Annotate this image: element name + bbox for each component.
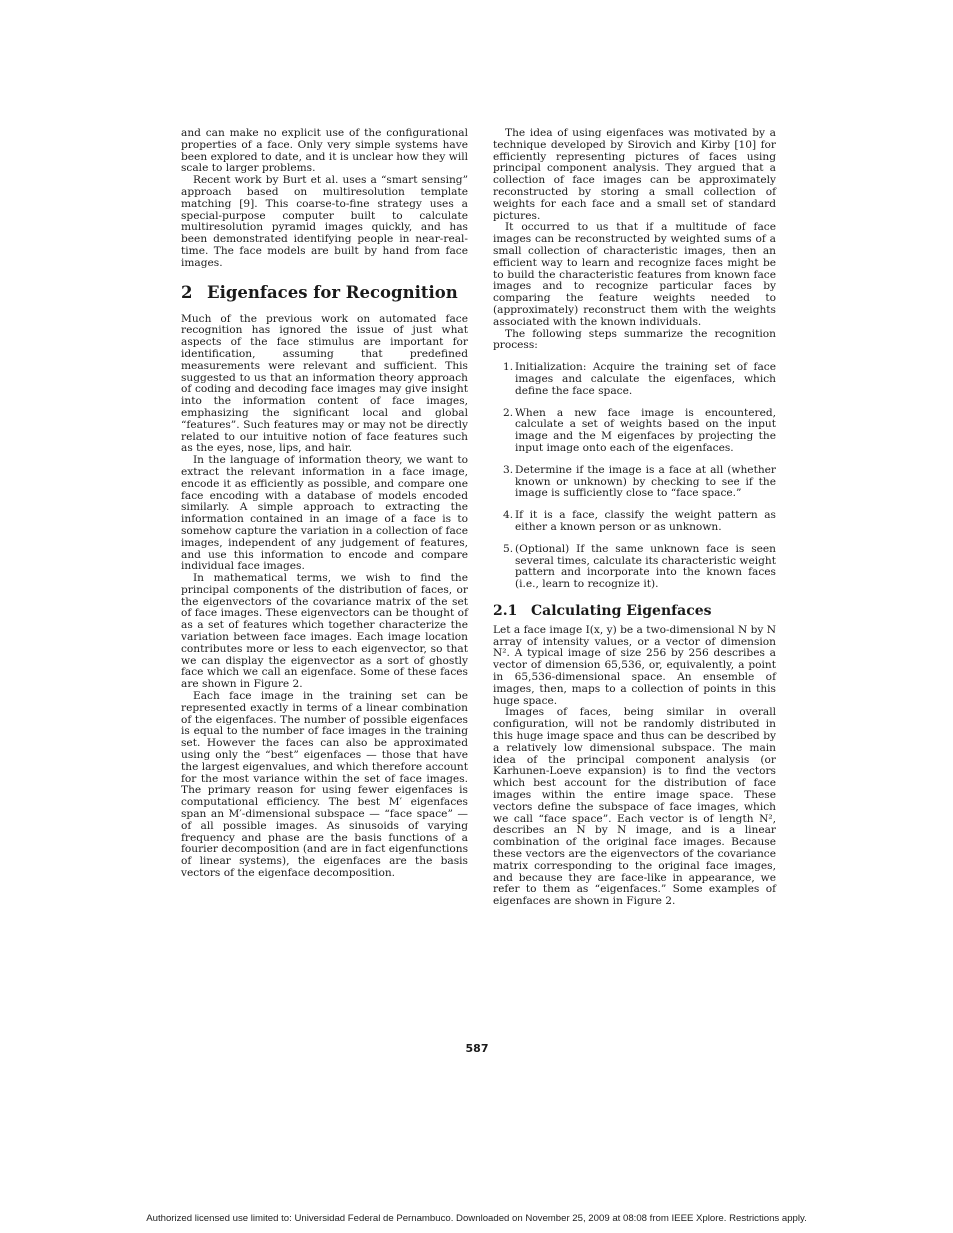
list-item-text: If it is a face, classify the weight pattern as either a known person or as unknown. xyxy=(515,509,776,533)
list-item xyxy=(493,362,776,397)
recognition-steps-list xyxy=(493,362,776,591)
left-column xyxy=(181,128,468,880)
list-item-number: 4. xyxy=(503,509,514,522)
paragraph: Recent work by Burt et al. uses a “smart sensing” approach based on multiresolution template matching [9]. This coarse-to-fine strategy uses a special-purpose computer built to calculate multiresolution pyramid images quickly, and has been demonstrated identifying people in near-real-time. The face models are built by hand from face images. xyxy=(181,174,468,269)
paragraph: The idea of using eigenfaces was motivated by a technique developed by Sirovich and Kirby [10] for efficiently representing pictures of faces using principal component analysis. They argued that a collection of face images can be approximately reconstructed by storing a small collection of weights for each face and a small set of standard pictures. xyxy=(493,127,776,222)
list-item-text: Initialization: Acquire the training set of face images and calculate the eigenfaces, which define the face space. xyxy=(515,361,776,397)
subsection-title: Calculating Eigenfaces xyxy=(531,602,712,619)
paragraph: It occurred to us that if a multitude of face images can be reconstructed by weighted sums of a small collection of characteristic images, then an efficient way to learn and recognize faces might be to build the characteristic features from known face images and to recognize particular faces by comparing the feature weights needed to (approximately) reconstruct them with the weights associated with the known individuals. xyxy=(493,221,776,328)
paragraph: and can make no explicit use of the configurational properties of a face. Only very simple systems have been explored to date, and it is unclear how they will scale to larger problems. xyxy=(181,127,468,175)
list-item-text: When a new face image is encountered, calculate a set of weights based on the input image and the M eigenfaces by projecting the input image onto each of the eigenfaces. xyxy=(515,406,776,454)
section-title: Eigenfaces for Recognition xyxy=(207,282,458,302)
paragraph: In mathematical terms, we wish to find the principal components of the distribution of faces, or the eigenvectors of the covariance matrix of the set of face images. These eigenvectors can be thought of as a set of features which together characterize the variation between face images. Each image location contributes more or less to each eigenvector, so that we can display the eigenvector as a sort of ghostly face which we call an eigenface. Some of these faces are shown in Figure 2. xyxy=(181,572,468,691)
subsection-number: 2.1 xyxy=(493,602,518,619)
paragraph: Much of the previous work on automated face recognition has ignored the issue of just what aspects of the face stimulus are important for identification, assuming that predefined measurements were relevant and sufficient. This suggested to us that an information theory approach of coding and decoding face images may give insight into the information content of face images, emphasizing the significant local and global “features”. Such features may or may not be directly related to our intuitive notion of face features such as the eyes, nose, lips, and hair. xyxy=(181,312,468,455)
list-item xyxy=(493,544,776,591)
page-number: 587 xyxy=(465,1042,489,1055)
paragraph: In the language of information theory, we want to extract the relevant information in a face image, encode it as efficiently as possible, and compare one face encoding with a database of models encoded similarly. A simple approach to extracting the information contained in an image of a face is to somehow capture the variation in a collection of face images, independent of any judgement of features, and use this information to encode and compare individual face images. xyxy=(181,454,468,573)
paragraph: Let a face image I(x, y) be a two-dimensional N by N array of intensity values, or a vector of dimension N². A typical image of size 256 by 256 describes a vector of dimension 65,536, or, equivalently, a point in 65,536-dimensional space. An ensemble of images, then, maps to a collection of points in this huge space. xyxy=(493,623,776,707)
paragraph: The following steps summarize the recognition process: xyxy=(493,327,776,352)
list-item-text: (Optional) If the same unknown face is seen several times, calculate its characteristic weight pattern and incorporate into the known faces (i.e., learn to recognize it). xyxy=(515,542,777,591)
list-item-number: 1. xyxy=(503,361,514,374)
list-item-number: 5. xyxy=(503,542,514,555)
right-column xyxy=(493,128,776,908)
list-item-number: 3. xyxy=(503,463,514,476)
list-item-number: 2. xyxy=(503,406,514,419)
license-footer: Authorized licensed use limited to: Universidad Federal de Pernambuco. Downloaded on November 25, 2009 at 08:08 from IEEE Xplore. Restrictions apply. xyxy=(146,1213,807,1224)
list-item xyxy=(493,408,776,455)
list-item xyxy=(493,510,776,534)
paragraph: Each face image in the training set can be represented exactly in terms of a linear combination of the eigenfaces. The number of possible eigenfaces is equal to the number of face images in the training set. However the faces can also be approximated using only the “best” eigenfaces — those that have the largest eigenvalues, and which therefore account for the most variance within the set of face images. The primary reason for using fewer eigenfaces is computational efficiency. The best M′ eigenfaces span an M′-dimensional subspace — “face space” — of all possible images. As sinusoids of varying frequency and phase are the basis functions of a fourier decomposition (and are in fact eigenfunctions of linear systems), the eigenfaces are the basis vectors of the eigenface decomposition. xyxy=(181,690,469,880)
section-heading xyxy=(181,284,468,302)
subsection-heading xyxy=(493,603,776,619)
list-item xyxy=(493,465,776,500)
section-number: 2 xyxy=(181,282,193,302)
list-item-text: Determine if the image is a face at all (whether known or unknown) by checking to see if the image is sufficiently close to “face space.” xyxy=(515,463,776,500)
paragraph: Images of faces, being similar in overall configuration, will not be randomly distributed in this huge image space and thus can be described by a relatively low dimensional subspace. The main idea of the principal component analysis (or Karhunen-Loeve expansion) is to find the vectors which best account for the distribution of face images within the entire image space. These vectors define the subspace of face images, which we call “face space”. Each vector is of length N², describes an N by N image, and is a linear combination of the original face images. Because these vectors are the eigenvectors of the covariance matrix corresponding to the original face images, and because they are face-like in appearance, we refer to them as “eigenfaces.” Some examples of eigenfaces are shown in Figure 2. xyxy=(493,706,776,908)
